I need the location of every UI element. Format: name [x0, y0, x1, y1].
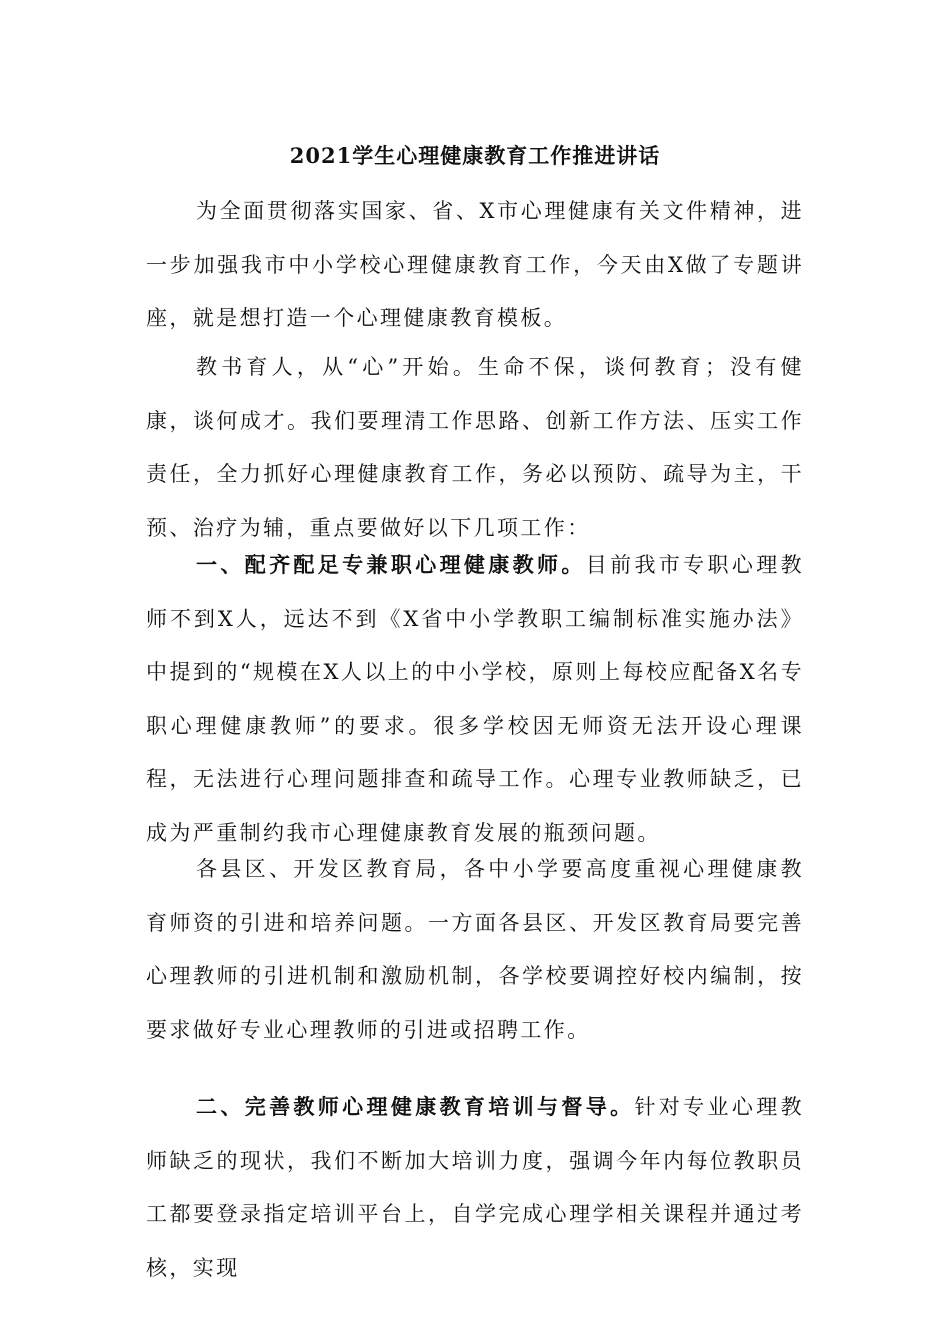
paragraph-intro: [146, 185, 804, 346]
paragraph-section-one: [146, 538, 804, 861]
paragraph-staffing: [146, 843, 804, 1057]
paragraph-text: 目前我市专职心理教师不到X人，远达不到《X省中小学教职工编制标准实施办法》中提到的“规模在X人以上的中小学校，原则上每校应配备X名专职心理健康教师”的要求。很多学校因无师资无法开设心理课程，无法进行心理问题排查和疏导工作。心理专业教师缺乏，已成为严重制约我市心理健康教育发展的瓶颈问题。: [146, 553, 804, 845]
paragraph-text: 教书育人，从“心”开始。生命不保，谈何教育；没有健康，谈何成才。我们要理清工作思路、创新工作方法、压实工作责任，全力抓好心理健康教育工作，务必以预防、疏导为主，干预、治疗为辅，重点要做好以下几项工作：: [146, 355, 804, 540]
paragraph-text: 各县区、开发区教育局，各中小学要高度重视心理健康教育师资的引进和培养问题。一方面各县区、开发区教育局要完善心理教师的引进机制和激励机制，各学校要调控好校内编制，按要求做好专业心理教师的引进或招聘工作。: [146, 857, 804, 1042]
section-heading: 一、配齐配足专兼职心理健康教师。: [196, 552, 586, 577]
paragraph-principles: [146, 341, 804, 555]
document-title: 2021学生心理健康教育工作推进讲话: [289, 143, 661, 168]
section-heading: 二、完善教师心理健康教育培训与督导。: [196, 1094, 635, 1119]
paragraph-text: 为全面贯彻落实国家、省、X市心理健康有关文件精神，进一步加强我市中小学校心理健康教育工作，今天由X做了专题讲座，就是想打造一个心理健康教育模板。: [146, 199, 804, 331]
paragraph-text: 针对专业心理教师缺乏的现状，我们不断加大培训力度，强调今年内每位教职员工都要登录指定培训平台上，自学完成心理学相关课程并通过考核，实现: [146, 1095, 804, 1280]
paragraph-section-two: [146, 1080, 804, 1295]
